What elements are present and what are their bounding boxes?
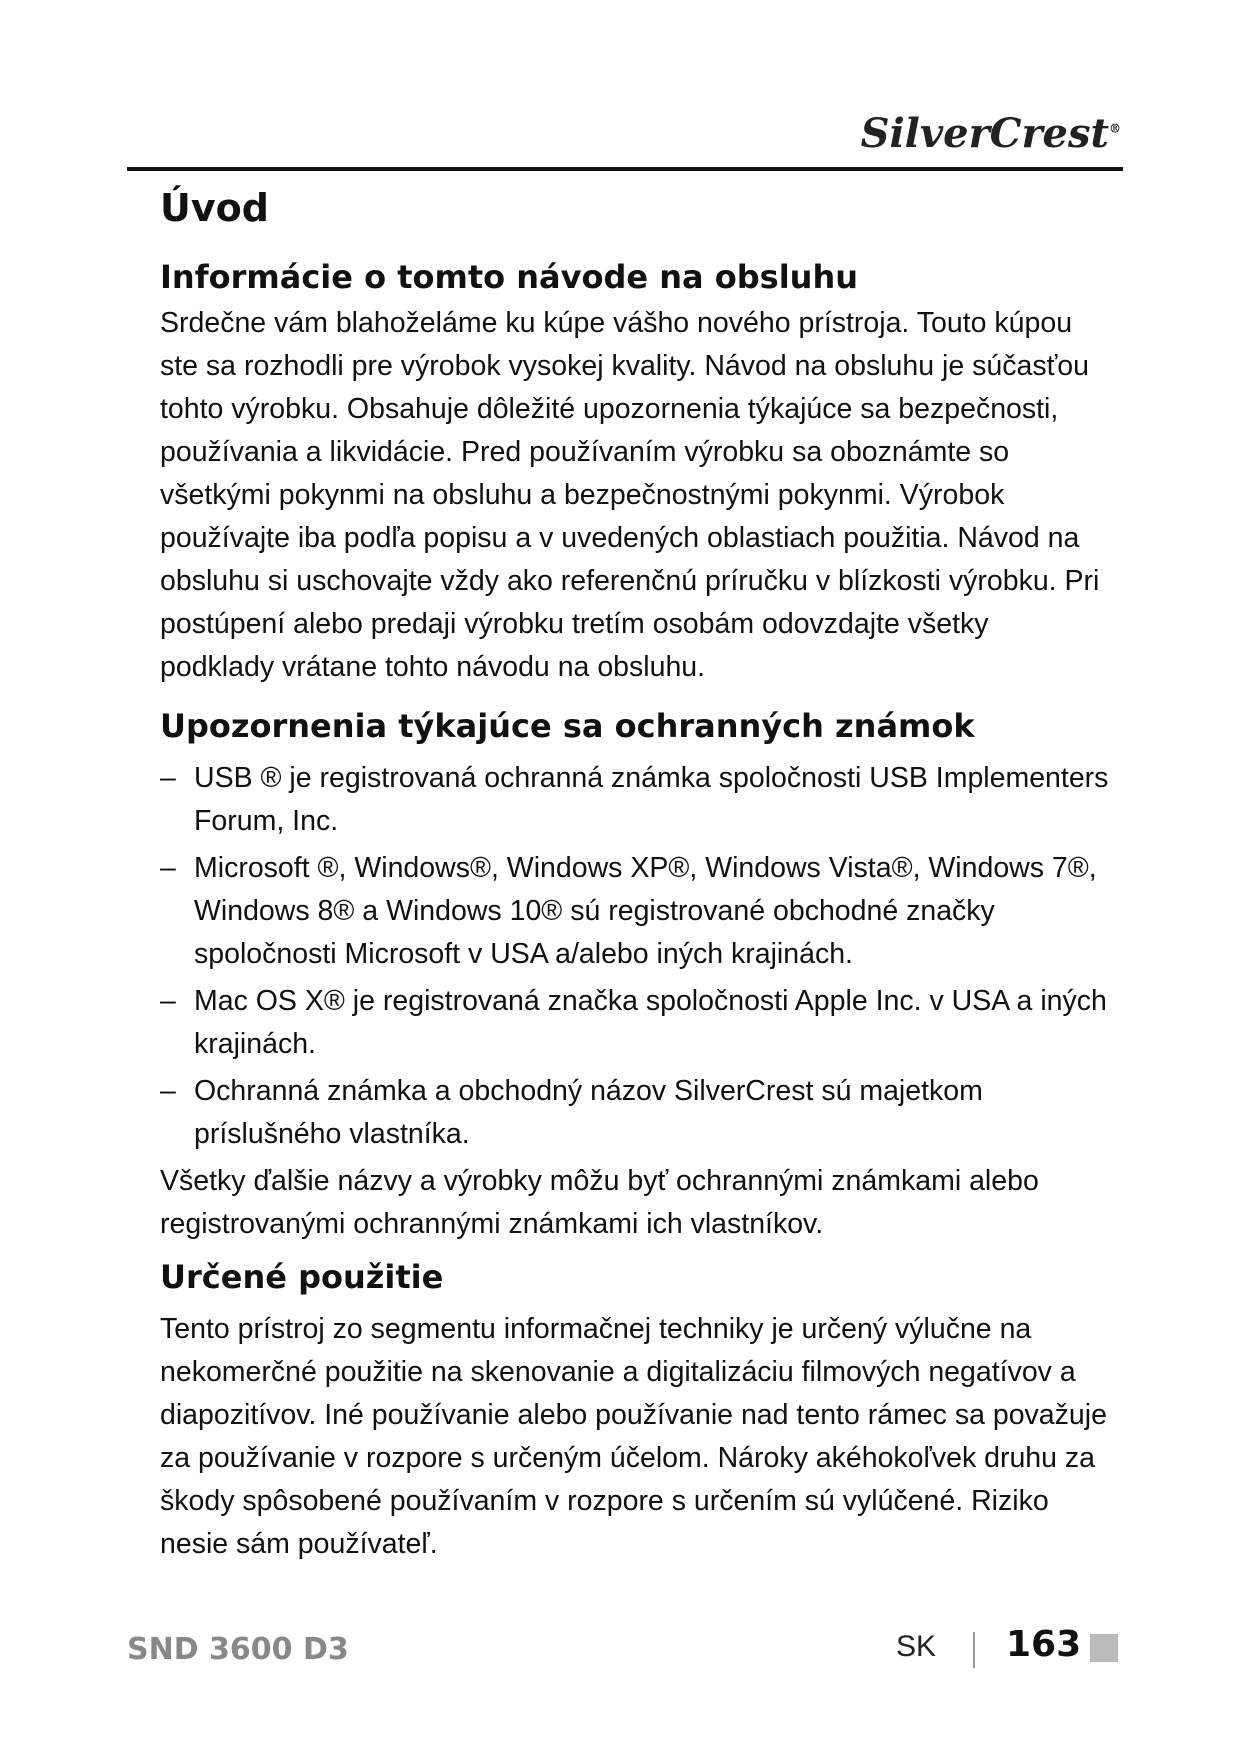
list-item-text: Microsoft ®, Windows®, Windows XP®, Windows Vista®, Windows 7®, Windows 8® a Windows 10® sú registrované obchodné značky spoločnosti Microsoft v USA a/alebo iných krajinách. bbox=[194, 852, 1097, 970]
footer-model-number: SND 3600 D3 bbox=[127, 1632, 349, 1667]
dash-bullet: – bbox=[160, 1075, 176, 1107]
logo-text: SilverCrest bbox=[860, 110, 1109, 157]
footer-square-marker bbox=[1090, 1634, 1118, 1662]
list-item bbox=[160, 757, 1110, 843]
trademarks-paragraph: Všetky ďalšie názvy a výrobky môžu byť ochrannými známkami alebo registrovanými ochrannými známkami ich vlastníkov. bbox=[160, 1165, 1039, 1240]
list-item-text: Ochranná známka a obchodný názov SilverCrest sú majetkom príslušného vlastníka. bbox=[194, 1075, 983, 1150]
silvercrest-logo bbox=[861, 110, 1121, 157]
list-item bbox=[160, 1070, 1110, 1156]
footer-page-number: 163 bbox=[1006, 1624, 1082, 1665]
dash-bullet: – bbox=[160, 852, 176, 884]
dash-bullet: – bbox=[160, 985, 176, 1017]
page-content bbox=[160, 180, 1110, 1566]
footer-language-code: SK bbox=[896, 1630, 937, 1663]
list-item bbox=[160, 980, 1110, 1066]
list-item-text: USB ® je registrovaná ochranná známka spoločnosti USB Implementers Forum, Inc. bbox=[194, 762, 1109, 837]
section-heading-intended-use: Určené použitie bbox=[160, 1258, 444, 1296]
list-item-text: Mac OS X® je registrovaná značka spoločnosti Apple Inc. v USA a iných krajinách. bbox=[194, 985, 1107, 1060]
section-heading-trademarks: Upozornenia týkajúce sa ochranných známok bbox=[160, 707, 975, 745]
footer-separator bbox=[973, 1632, 975, 1668]
list-item bbox=[160, 847, 1110, 976]
intended-use-paragraph: Tento prístroj zo segmentu informačnej techniky je určený výlučne na nekomerčné použitie na skenovanie a digitalizáciu filmových negatívov a diapozitívov. Iné používanie alebo používanie nad tento rámec sa považuje za používanie v rozpore s určeným účelom. Nároky akéhokoľvek druhu za škody spôsobené používaním v rozpore s určením sú vylúčené. Riziko nesie sám používateľ. bbox=[160, 1313, 1107, 1560]
page-title: Úvod bbox=[160, 186, 269, 230]
section-heading-manual-info: Informácie o tomto návode na obsluhu bbox=[160, 258, 858, 296]
manual-info-paragraph: Srdečne vám blahoželáme ku kúpe vášho nového prístroja. Touto kúpou ste sa rozhodli pre výrobok vysokej kvality. Návod na obsluhu je súčasťou tohto výrobku. Obsahuje dôležité upozornenia týkajúce sa bezpečnosti, používania a likvidácie. Pred používaním výrobku sa oboznámte so všetkými pokynmi na obsluhu a bezpečnostnými pokynmi. Výrobok používajte iba podľa popisu a v uvedených oblastiach použitia. Návod na obsluhu si uschovajte vždy ako referenčnú príručku v blízkosti výrobku. Pri postúpení alebo predaji výrobku tretím osobám odovzdajte všetky podklady vrátane tohto návodu na obsluhu. bbox=[160, 307, 1100, 683]
header-rule bbox=[127, 167, 1123, 171]
dash-bullet: – bbox=[160, 762, 176, 794]
logo-registered-mark: ® bbox=[1109, 121, 1121, 136]
trademark-list bbox=[160, 757, 1110, 1156]
